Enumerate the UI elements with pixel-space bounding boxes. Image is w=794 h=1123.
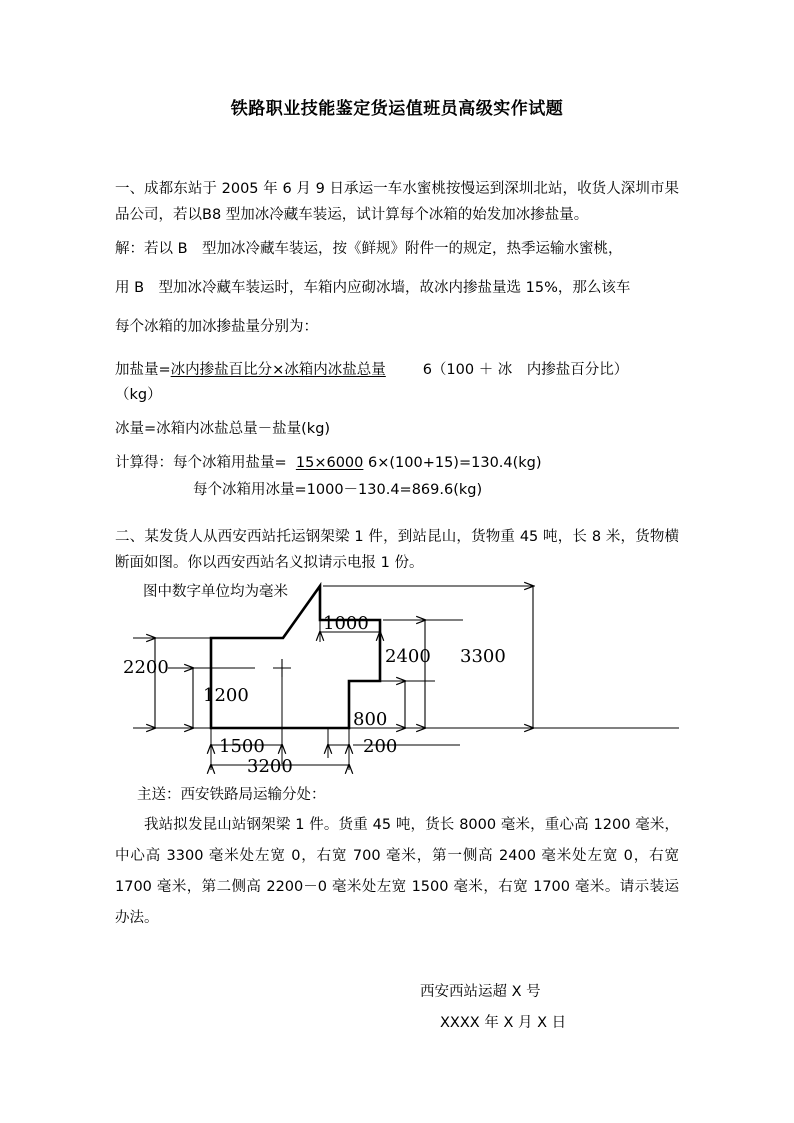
calculation-line-2: 每个冰箱用冰量=1000－130.4=869.6(kg) (193, 482, 483, 498)
question-2-prompt: 二、某发货人从西安西站托运钢架梁 1 件，到站昆山，货物重 45 吨，长 8 米，货物横断面如图。你以西安西站名义拟请示电报 1 份。 (115, 529, 679, 571)
figure-caption: 图中数字单位均为毫米 (143, 584, 288, 600)
cargo-outline (211, 586, 380, 728)
calculation-fraction: 15×6000 (295, 455, 364, 471)
telegram-recipient: 主送：西安铁路局运输分处： (137, 787, 326, 803)
question-1-prompt: 一、成都东站于 2005 年 6 月 9 日承运一车水蜜桃按慢运到深圳北站，收货人深圳市果品公司，若以B8 型加冰冷藏车装运，试计算每个冰箱的始发加冰掺盐量。 (115, 181, 679, 223)
telegram-body: 我站拟发昆山站钢架梁 1 件。货重 45 吨，货长 8000 毫米，重心高 1200 毫米，中心高 3300 毫米处左宽 0，右宽 700 毫米，第一侧高 2400 毫米处左宽 0，右宽 1700 毫米，第二侧高 2200－0 毫米处左宽 1500 毫米，右宽 1700 毫米。请示装运办法。 (115, 817, 679, 926)
dimension-label-800: 800 (353, 709, 388, 730)
salt-formula-numerator: 冰内掺盐百比分×冰箱内冰盐总量 (170, 362, 386, 378)
question-1-solution-line-2: 用 B 型加冰冷藏车装运时，车箱内应砌冰墙，故冰内掺盐量选 15%，那么该车 (115, 280, 631, 296)
dimension-label-1000: 1000 (323, 613, 369, 634)
ice-formula: 冰量=冰箱内冰盐总量－盐量(kg) (115, 421, 331, 437)
dimension-label-3300: 3300 (460, 646, 506, 667)
signature-date: XXXX 年 X 月 X 日 (440, 1015, 567, 1031)
dimension-label-2400: 2400 (385, 646, 431, 667)
salt-formula-gap (386, 362, 423, 378)
salt-formula-tail: 6（100 ＋ 冰 内掺盐百分比） (422, 362, 629, 378)
dimension-label-2200: 2200 (123, 657, 169, 678)
extension-lines (133, 586, 679, 770)
calculation-tail: 6×(100+15)=130.4(kg) (368, 455, 542, 471)
dimension-label-200: 200 (363, 736, 398, 757)
calculation-line-1 (115, 450, 679, 477)
salt-formula-line (115, 357, 679, 383)
salt-formula-unit: （kg） (115, 387, 162, 403)
dimension-label-1200: 1200 (203, 685, 249, 706)
salt-formula (115, 357, 679, 407)
dimension-label-1500: 1500 (219, 736, 265, 757)
question-1-solution-line-3: 每个冰箱的加冰掺盐量分别为： (115, 319, 318, 335)
calculation-prefix: 计算得：每个冰箱用盐量= (115, 455, 287, 471)
dimension-label-3200: 3200 (247, 756, 293, 777)
question-1-solution-line-1: 解：若以 B 型加冰冷藏车装运，按《鲜规》附件一的规定，热季运输水蜜桃， (115, 241, 623, 257)
salt-formula-prefix: 加盐量= (115, 362, 171, 378)
cargo-cross-section-figure (115, 580, 679, 780)
cross-section-drawing (115, 580, 679, 780)
signature-station: 西安西站运超 X 号 (420, 984, 541, 1000)
calculation-space (287, 455, 296, 471)
page-title: 铁路职业技能鉴定货运值班员高级实作试题 (230, 99, 564, 119)
